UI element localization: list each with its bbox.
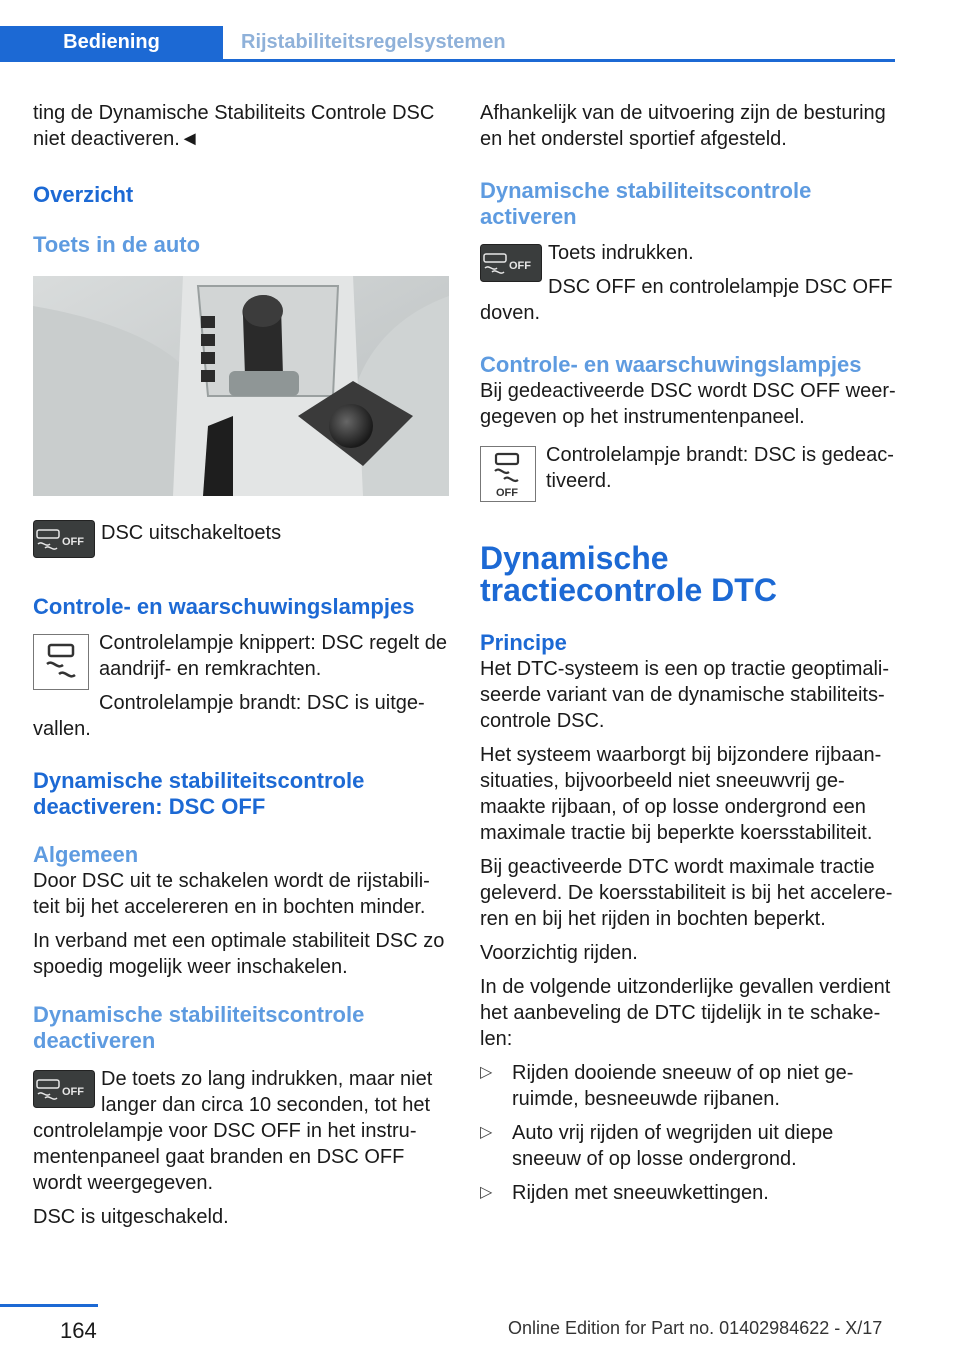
bullet-text: Rijden met sneeuwkettingen. bbox=[512, 1182, 769, 1204]
heading-dtc: Dynamische tractiecontrole DTC bbox=[480, 540, 777, 608]
bullet-triangle-icon: ▷ bbox=[480, 1184, 493, 1201]
lamp-on-text-2: vallen. bbox=[33, 718, 91, 740]
header-tabbar bbox=[0, 26, 895, 62]
principle-p1: Het DTC-systeem is een op tractie geoptimaliseerde variant van de dynamische stabiliteitscontrole DSC. bbox=[480, 658, 890, 732]
heading-principe: Principe bbox=[480, 630, 567, 655]
dsc-off-lamp-icon bbox=[480, 446, 536, 502]
general-p2: In verband met een optimale stabiliteit DSC zo spoedig mogelijk weer inschakelen. bbox=[33, 930, 445, 978]
heading-toets-in-de-auto: Toets in de auto bbox=[33, 232, 201, 257]
lamp-row bbox=[33, 630, 449, 716]
dsc-off-lamp-row bbox=[480, 442, 896, 502]
tab-bediening[interactable]: Bediening bbox=[0, 26, 223, 59]
svg-text:OFF: OFF bbox=[62, 536, 84, 548]
page-number: 164 bbox=[60, 1318, 97, 1343]
tab-rijstabiliteitsregelsystemen[interactable]: Rijstabiliteitsregelsystemen bbox=[241, 31, 506, 53]
act-press: Toets indrukken. bbox=[548, 242, 694, 264]
principle-p3: Bij geactiveerde DTC wordt maximale tractie geleverd. De koersstabiliteit is bij het accelereren en bij het rijden in bochten beperkt. bbox=[480, 856, 893, 930]
deact-text-a: De toets zo lang indrukken, maar niet langer dan circa 10 seconden, tot het bbox=[101, 1068, 433, 1116]
general-p1: Door DSC uit te schakelen wordt de rijstabiliteit bij het accelereren en in bochten minder. bbox=[33, 870, 430, 918]
left-column bbox=[33, 100, 449, 1238]
right-column bbox=[480, 100, 896, 1214]
svg-text:OFF: OFF bbox=[509, 260, 531, 272]
dsc-button-caption: DSC uitschakeltoets bbox=[101, 522, 282, 544]
bullet-triangle-icon: ▷ bbox=[480, 1064, 493, 1081]
heading-controle-lampjes-right: Controle- en waarschuwingslampjes bbox=[480, 352, 862, 377]
dsc-button-row bbox=[33, 516, 449, 558]
deact-text-b: controlelampje voor DSC OFF in het instrumentenpaneel gaat branden en DSC OFF wordt weergegeven. bbox=[33, 1120, 417, 1194]
heading-dsc-deactiveren: Dynamische stabiliteitscontrole deactiveren bbox=[33, 1002, 365, 1053]
lamp-on-text-1: Controlelampje brandt: DSC is uitge- bbox=[99, 692, 425, 714]
dsc-off-lamp-text: Controlelampje brandt: DSC is gedeactiveerd. bbox=[546, 444, 894, 492]
act-result-1: DSC OFF en controlelampje DSC OFF bbox=[548, 276, 893, 298]
lamps-p: Bij gedeactiveerde DSC wordt DSC OFF weergegeven op het instrumentenpaneel. bbox=[480, 380, 896, 428]
principle-p5: In de volgende uitzonderlijke gevallen verdient het aanbeveling de DTC tijdelijk in te schakelen: bbox=[480, 976, 891, 1050]
dsc-off-button-icon-3 bbox=[480, 244, 542, 282]
deact-row bbox=[33, 1066, 449, 1118]
list-item bbox=[480, 1120, 896, 1172]
principle-p2: Het systeem waarborgt bij bijzondere rijbaansituaties, bijvoorbeeld niet sneeuwvrij gemaakte rijbaan, of op losse ondergrond een maximale tractie bij beperkte koersstabiliteit. bbox=[480, 744, 882, 844]
bullet-triangle-icon: ▷ bbox=[480, 1124, 493, 1141]
heading-controle-lampjes: Controle- en waarschuwingslampjes bbox=[33, 594, 415, 619]
lamp-blink-text: Controlelampje knippert: DSC regelt de aandrijf- en remkrachten. bbox=[99, 632, 447, 680]
heading-dsc-off: Dynamische stabiliteitscontrole deactiveren: DSC OFF bbox=[33, 768, 365, 819]
list-item bbox=[480, 1180, 896, 1206]
svg-text:OFF: OFF bbox=[62, 1086, 84, 1098]
list-item bbox=[480, 1060, 896, 1112]
act-result-2: doven. bbox=[480, 302, 541, 324]
deact-done: DSC is uitgeschakeld. bbox=[33, 1206, 229, 1228]
heading-dsc-activeren: Dynamische stabiliteitscontrole activeren bbox=[480, 178, 812, 229]
heading-overzicht: Overzicht bbox=[33, 182, 134, 207]
bullet-text: Rijden dooiende sneeuw of op niet geruimde, besneeuwde rijbanen. bbox=[512, 1062, 854, 1110]
edition-note: Online Edition for Part no. 01402984622 - X/17 bbox=[508, 1318, 883, 1338]
act-row bbox=[480, 240, 896, 300]
footer-rule bbox=[0, 1304, 98, 1307]
dsc-off-button-icon bbox=[33, 520, 95, 558]
heading-algemeen: Algemeen bbox=[33, 842, 139, 867]
principle-p4: Voorzichtig rijden. bbox=[480, 942, 638, 964]
dsc-warning-lamp-icon bbox=[33, 634, 89, 690]
car-console-photo bbox=[33, 276, 449, 496]
svg-text:OFF: OFF bbox=[496, 487, 518, 499]
left-intro: ting de Dynamische Stabiliteits Controle DSC niet deactiveren.◄ bbox=[33, 102, 435, 150]
dsc-off-button-icon-2 bbox=[33, 1070, 95, 1108]
right-intro: Afhankelijk van de uitvoering zijn de besturing en het onderstel sportief afgesteld. bbox=[480, 102, 886, 150]
bullet-text: Auto vrij rijden of wegrijden uit diepe sneeuw of op losse ondergrond. bbox=[512, 1122, 834, 1170]
